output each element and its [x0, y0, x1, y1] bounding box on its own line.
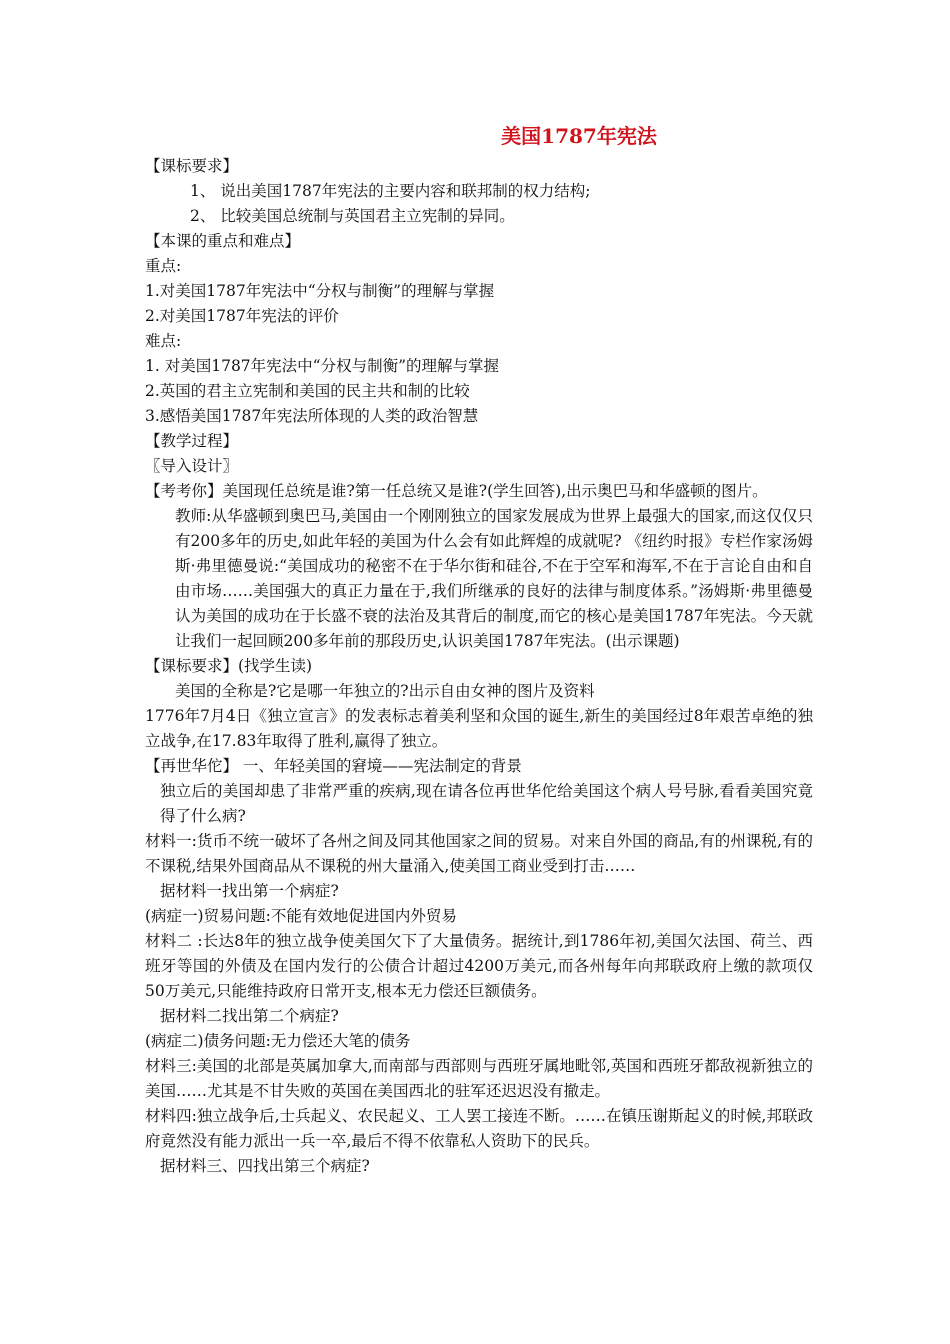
key-point-2: 2.对美国1787年宪法的评价	[145, 307, 339, 325]
paragraph-teacher: 教师:从华盛顿到奥巴马,美国由一个刚刚独立的国家发展成为世界上最强大的国家,而这仅仅只有200多年的历史,如此年轻的美国为什么会有如此辉煌的成就呢? 《纽约时报》专栏作家汤姆斯·弗里德曼说:“美国成功的秘密不在于华尔街和硅谷,不在于空军和海军,不在于言论自由和自由市场……美国强大的真正力量在于,我们所继承的良好的法律与制度体系。”汤姆斯·弗里德曼认为美国的成功在于长盛不衰的法治及其背后的制度,而它的核心是美国1787年宪法。今天就让我们一起回顾200多年前的那段历史,认识美国1787年宪法。(出示课题)	[175, 507, 813, 650]
key-point-1: 1.对美国1787年宪法中“分权与制衡”的理解与掌握	[145, 282, 495, 300]
section-heading-key-points: 【本课的重点和难点】	[145, 232, 301, 250]
standard-item-2: 2、 比较美国总统制与英国君主立宪制的异同。	[190, 207, 515, 225]
question-symptom-3: 据材料三、四找出第三个病症?	[160, 1157, 370, 1175]
document-title: 美国1787年宪法	[501, 124, 657, 148]
key-points-label: 重点:	[145, 257, 182, 275]
document-page	[145, 118, 813, 1179]
section-heading-standards: 【课标要求】	[145, 157, 239, 175]
symptom-2: (病症二)债务问题:无力偿还大笔的债务	[145, 1032, 411, 1050]
material-2: 材料二 :长达8年的独立战争使美国欠下了大量债务。据统计,到1786年初,美国欠法国、荷兰、西班牙等国的外债及在国内发行的公债合计超过4200万美元,而各州每年向邦联政府上缴的款项仅50万美元,只能维持政府日常开支,根本无力偿还巨额债务。	[145, 932, 813, 1000]
section-heading-standards-reading: 【课标要求】(找学生读)	[145, 657, 313, 675]
difficult-point-3: 3.感悟美国1787年宪法所体现的人类的政治智慧	[145, 407, 479, 425]
section-heading-huatuo: 【再世华佗】 一、年轻美国的窘境——宪法制定的背景	[145, 757, 522, 775]
material-4: 材料四:独立战争后,士兵起义、农民起义、工人罢工接连不断。……在镇压谢斯起义的时候,邦联政府竟然没有能力派出一兵一卒,最后不得不依靠私人资助下的民兵。	[145, 1107, 813, 1150]
difficult-point-2: 2.英国的君主立宪制和美国的民主共和制的比较	[145, 382, 470, 400]
paragraph-quiz: 【考考你】美国现任总统是谁?第一任总统又是谁?(学生回答),出示奥巴马和华盛顿的图片。	[145, 482, 768, 500]
difficult-points-label: 难点:	[145, 332, 182, 350]
question-symptom-1: 据材料一找出第一个病症?	[160, 882, 339, 900]
question-symptom-2: 据材料二找出第二个病症?	[160, 1007, 339, 1025]
paragraph-independence: 1776年7月4日《独立宣言》的发表标志着美利坚和众国的诞生,新生的美国经过8年艰苦卓绝的独立战争,在17.83年取得了胜利,赢得了独立。	[145, 707, 813, 750]
material-3: 材料三:美国的北部是英属加拿大,而南部与西部则与西班牙属地毗邻,英国和西班牙都敌视新独立的美国……尤其是不甘失败的英国在美国西北的驻军还迟迟没有撤走。	[145, 1057, 813, 1100]
subheading-intro-design: 〖导入设计〗	[145, 457, 239, 475]
standard-item-1: 1、 说出美国1787年宪法的主要内容和联邦制的权力结构;	[190, 182, 591, 200]
paragraph-diagnosis: 独立后的美国却患了非常严重的疾病,现在请各位再世华佗给美国这个病人号号脉,看看美国究竟得了什么病?	[160, 782, 813, 825]
paragraph-question-independence: 美国的全称是?它是哪一年独立的?出示自由女神的图片及资料	[175, 682, 595, 700]
symptom-1: (病症一)贸易问题:不能有效地促进国内外贸易	[145, 907, 457, 925]
difficult-point-1: 1. 对美国1787年宪法中“分权与制衡”的理解与掌握	[145, 357, 500, 375]
material-1: 材料一:货币不统一破坏了各州之间及同其他国家之间的贸易。对来自外国的商品,有的州课税,有的不课税,结果外国商品从不课税的州大量涌入,使美国工商业受到打击……	[145, 832, 813, 875]
section-heading-process: 【教学过程】	[145, 432, 239, 450]
